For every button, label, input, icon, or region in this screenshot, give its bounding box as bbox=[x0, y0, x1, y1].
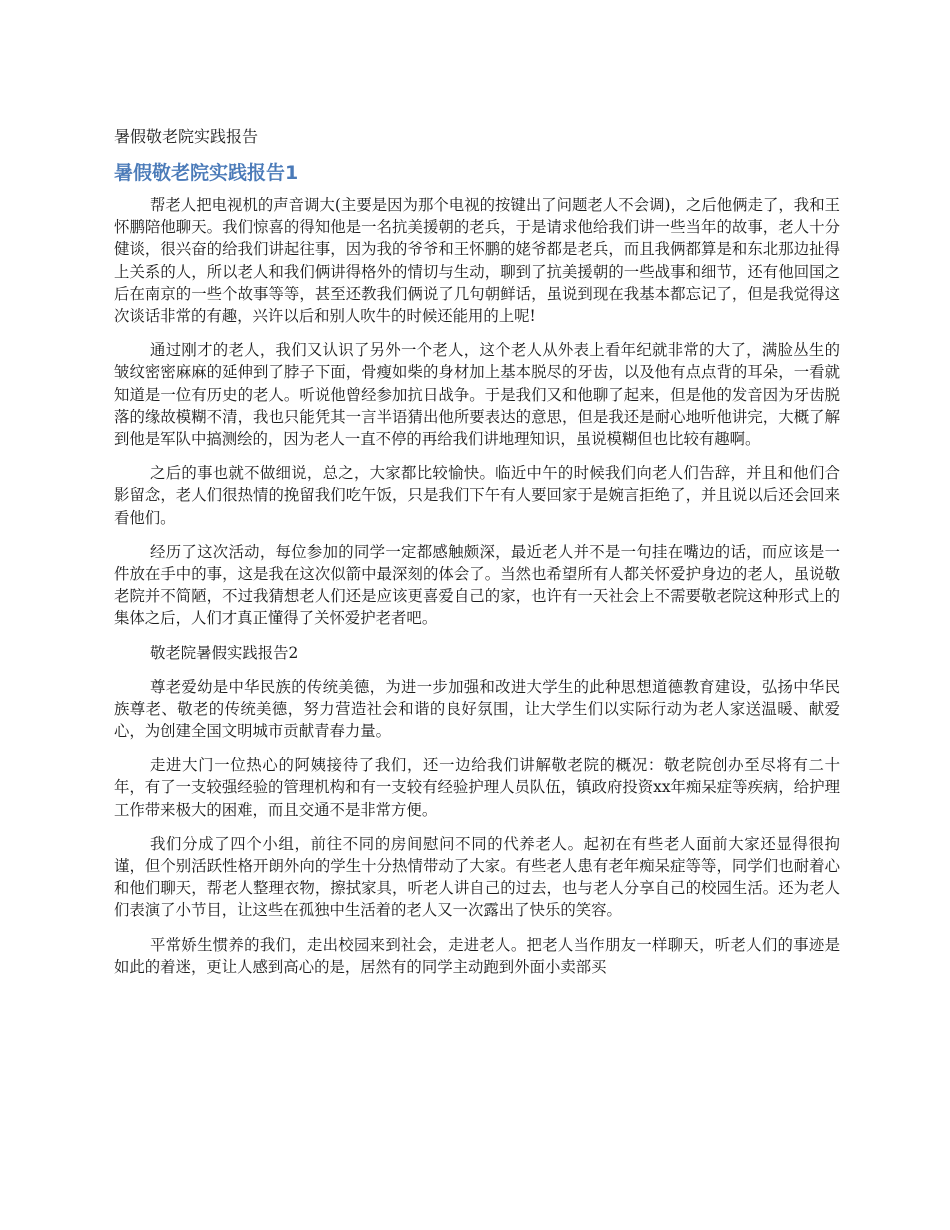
section-1-paragraph-4: 经历了这次活动，每位参加的同学一定都感触颇深，最近老人并不是一句挂在嘴边的话，而应该是一件放在手中的事，这是我在这次似箭中最深刻的体会了。当然也希望所有人都关怀爱护身边的老人，虽说敬老院并不简陋，不过我猜想老人们还是应该更喜爱自己的家，也许有一天社会上不需要敬老院这种形式上的集体之后，人们才真正懂得了关怀爱护老者吧。 bbox=[114, 542, 840, 628]
section-2-paragraph-1: 尊老爱幼是中华民族的传统美德，为进一步加强和改进大学生的此种思想道德教育建设，弘扬中华民族尊老、敬老的传统美德，努力营造社会和谐的良好氛围，让大学生们以实际行动为老人家送温暖、献爱心，为创建全国文明城市贡献青春力量。 bbox=[114, 677, 840, 741]
document-page bbox=[114, 126, 840, 990]
section-2-paragraph-4: 平常娇生惯养的我们，走出校园来到社会，走进老人。把老人当作朋友一样聊天，听老人们的事迹是如此的着迷，更让人感到高心的是，居然有的同学主动跑到外面小卖部买 bbox=[114, 935, 840, 976]
section-2-paragraph-2: 走进大门一位热心的阿姨接待了我们，还一边给我们讲解敬老院的概况：敬老院创办至尽将有二十年，有了一支较强经验的管理机构和有一支较有经验护理人员队伍，镇政府投资xx年痴呆症等疾病，给护理工作带来极大的困难，而且交通不是非常方便。 bbox=[114, 756, 840, 819]
section-1-paragraph-3: 之后的事也就不做细说，总之，大家都比较愉快。临近中午的时候我们向老人们告辞，并且和他们合影留念，老人们很热情的挽留我们吃午饭，只是我们下午有人要回家于是婉言拒绝了，并且说以后还会回来看他们。 bbox=[114, 464, 840, 527]
document-title: 暑假敬老院实践报告 bbox=[114, 127, 259, 146]
section-1-heading: 暑假敬老院实践报告1 bbox=[114, 162, 299, 184]
section-2-heading: 敬老院暑假实践报告2 bbox=[150, 643, 299, 662]
section-1-paragraph-1: 帮老人把电视机的声音调大(主要是因为那个电视的按键出了问题老人不会调)，之后他俩走了，我和王怀鹏陪他聊天。我们惊喜的得知他是一名抗美援朝的老兵，于是请求他给我们讲一些当年的故事，老人十分健谈，很兴奋的给我们讲起往事，因为我的爷爷和王怀鹏的姥爷都是老兵，而且我俩都算是和东北那边扯得上关系的人，所以老人和我们俩讲得格外的情切与生动，聊到了抗美援朝的一些战事和细节，还有他回国之后在南京的一些个故事等等，甚至还教我们俩说了几句朝鲜话，虽说到现在我基本都忘记了，但是我觉得这次谈话非常的有趣，兴许以后和别人吹牛的时候还能用的上呢! bbox=[114, 196, 840, 326]
section-1-paragraph-2: 通过刚才的老人，我们又认识了另外一个老人，这个老人从外表上看年纪就非常的大了，满脸丛生的皱纹密密麻麻的延伸到了脖子下面，骨瘦如柴的身材加上基本脱尽的牙齿，以及他有点点背的耳朵，一看就知道是一位有历史的老人。听说他曾经参加抗日战争。于是我们又和他聊了起来，但是他的发音因为牙齿脱落的缘故模糊不清，我也只能凭其一言半语猜出他所要表达的意思，但是我还是耐心地听他讲完，大概了解到他是军队中搞测绘的，因为老人一直不停的再给我们讲地理知识，虽说模糊但也比较有趣啊。 bbox=[114, 341, 840, 449]
section-2-paragraph-3: 我们分成了四个小组，前往不同的房间慰问不同的代养老人。起初在有些老人面前大家还显得很拘谨，但个别活跃性格开朗外向的学生十分热情带动了大家。有些老人患有老年痴呆症等等，同学们也耐着心和他们聊天，帮老人整理衣物，擦拭家具，听老人讲自己的过去，也与老人分享自己的校园生活。还为老人们表演了小节目，让这些在孤独中生活着的老人又一次露出了快乐的笑容。 bbox=[114, 834, 840, 920]
